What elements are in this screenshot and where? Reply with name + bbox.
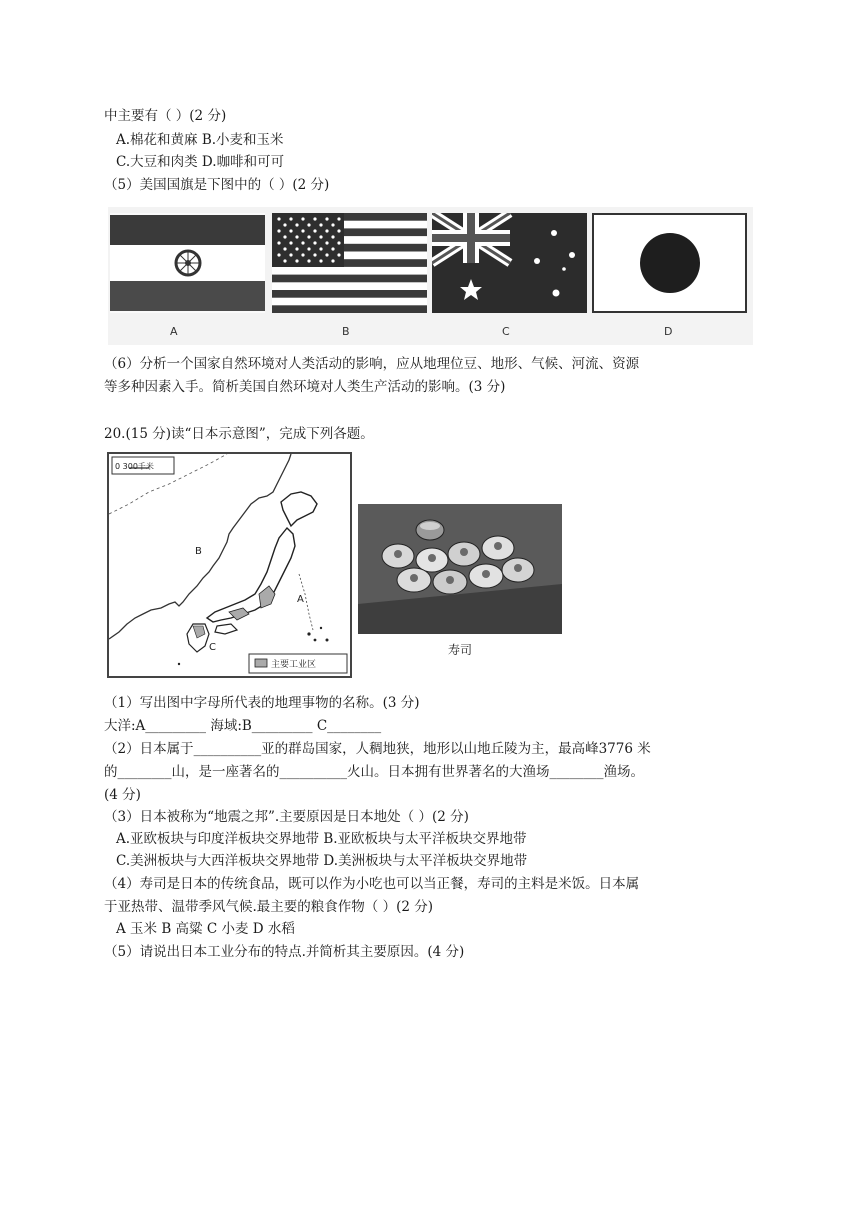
flag-letter-b: B	[342, 325, 350, 338]
option-line-1: A.棉花和黄麻 B.小麦和玉米	[116, 132, 284, 148]
sub-question-2-score: (4 分)	[104, 787, 141, 803]
map-legend-label: 主要工业区	[271, 660, 317, 670]
text-line-1: 中主要有（ ）(2 分)	[104, 108, 227, 124]
map-label-b: B	[195, 546, 202, 557]
sushi-caption: 寿司	[447, 643, 473, 657]
sub-question-4-options: A 玉米 B 高粱 C 小麦 D 水稻	[116, 921, 295, 937]
sub-question-4-line-2: 于亚热带、温带季风气候.最主要的粮食作物（ ）(2 分)	[104, 899, 433, 915]
sub-question-3-options-2: C.美洲板块与大西洋板块交界地带 D.美洲板块与太平洋板块交界地带	[116, 853, 528, 869]
flag-letter-d: D	[664, 325, 673, 338]
question-6-line-2: 等多种因素入手。简析美国自然环境对人类生产活动的影响。(3 分)	[104, 379, 506, 395]
flag-options	[108, 207, 753, 345]
india-flag-icon	[110, 213, 265, 313]
sushi-image	[358, 504, 562, 672]
map-label-c: C	[209, 642, 216, 653]
japan-map	[107, 452, 352, 678]
sushi-photo	[358, 504, 562, 672]
japan-flag-icon	[592, 213, 747, 313]
map-label-a: A	[297, 594, 304, 605]
map-scale-label: 0 300千米	[115, 462, 154, 471]
option-line-2: C.大豆和肉类 D.咖啡和可可	[116, 154, 285, 170]
question-5: （5）美国国旗是下图中的（ ）(2 分)	[104, 177, 330, 193]
sub-question-3-options-1: A.亚欧板块与印度洋板块交界地带 B.亚欧板块与太平洋板块交界地带	[116, 831, 527, 847]
australia-flag-icon	[432, 213, 587, 313]
flag-letter-a: A	[170, 325, 178, 338]
sub-question-3: （3）日本被称为“地震之邦”.主要原因是日本地处（ ）(2 分)	[104, 809, 469, 825]
sub-question-1: （1）写出图中字母所代表的地理事物的名称。(3 分)	[104, 695, 420, 711]
japan-map-drawing	[109, 454, 350, 676]
question-20-title: 20.(15 分)读“日本示意图”，完成下列各题。	[104, 426, 374, 442]
sub-question-2-line-2: 的________山，是一座著名的__________火山。日本拥有世界著名的大渔场________渔场。	[104, 764, 644, 780]
sub-question-4-line-1: （4）寿司是日本的传统食品，既可以作为小吃也可以当正餐，寿司的主料是米饭。日本属	[104, 876, 640, 892]
answer-line-1: 大洋:A_________ 海域:B_________ C________	[104, 718, 382, 734]
usa-flag-icon	[272, 213, 427, 313]
question-6-line-1: （6）分析一个国家自然环境对人类活动的影响，应从地理位豆、地形、气候、河流、资源	[104, 356, 640, 372]
flag-letter-c: C	[502, 325, 510, 338]
sub-question-2-line-1: （2）日本属于__________亚的群岛国家，人稠地狭，地形以山地丘陵为主，最高峰3776 米	[104, 741, 651, 757]
sub-question-5: （5）请说出日本工业分布的特点.并简析其主要原因。(4 分)	[104, 944, 465, 960]
